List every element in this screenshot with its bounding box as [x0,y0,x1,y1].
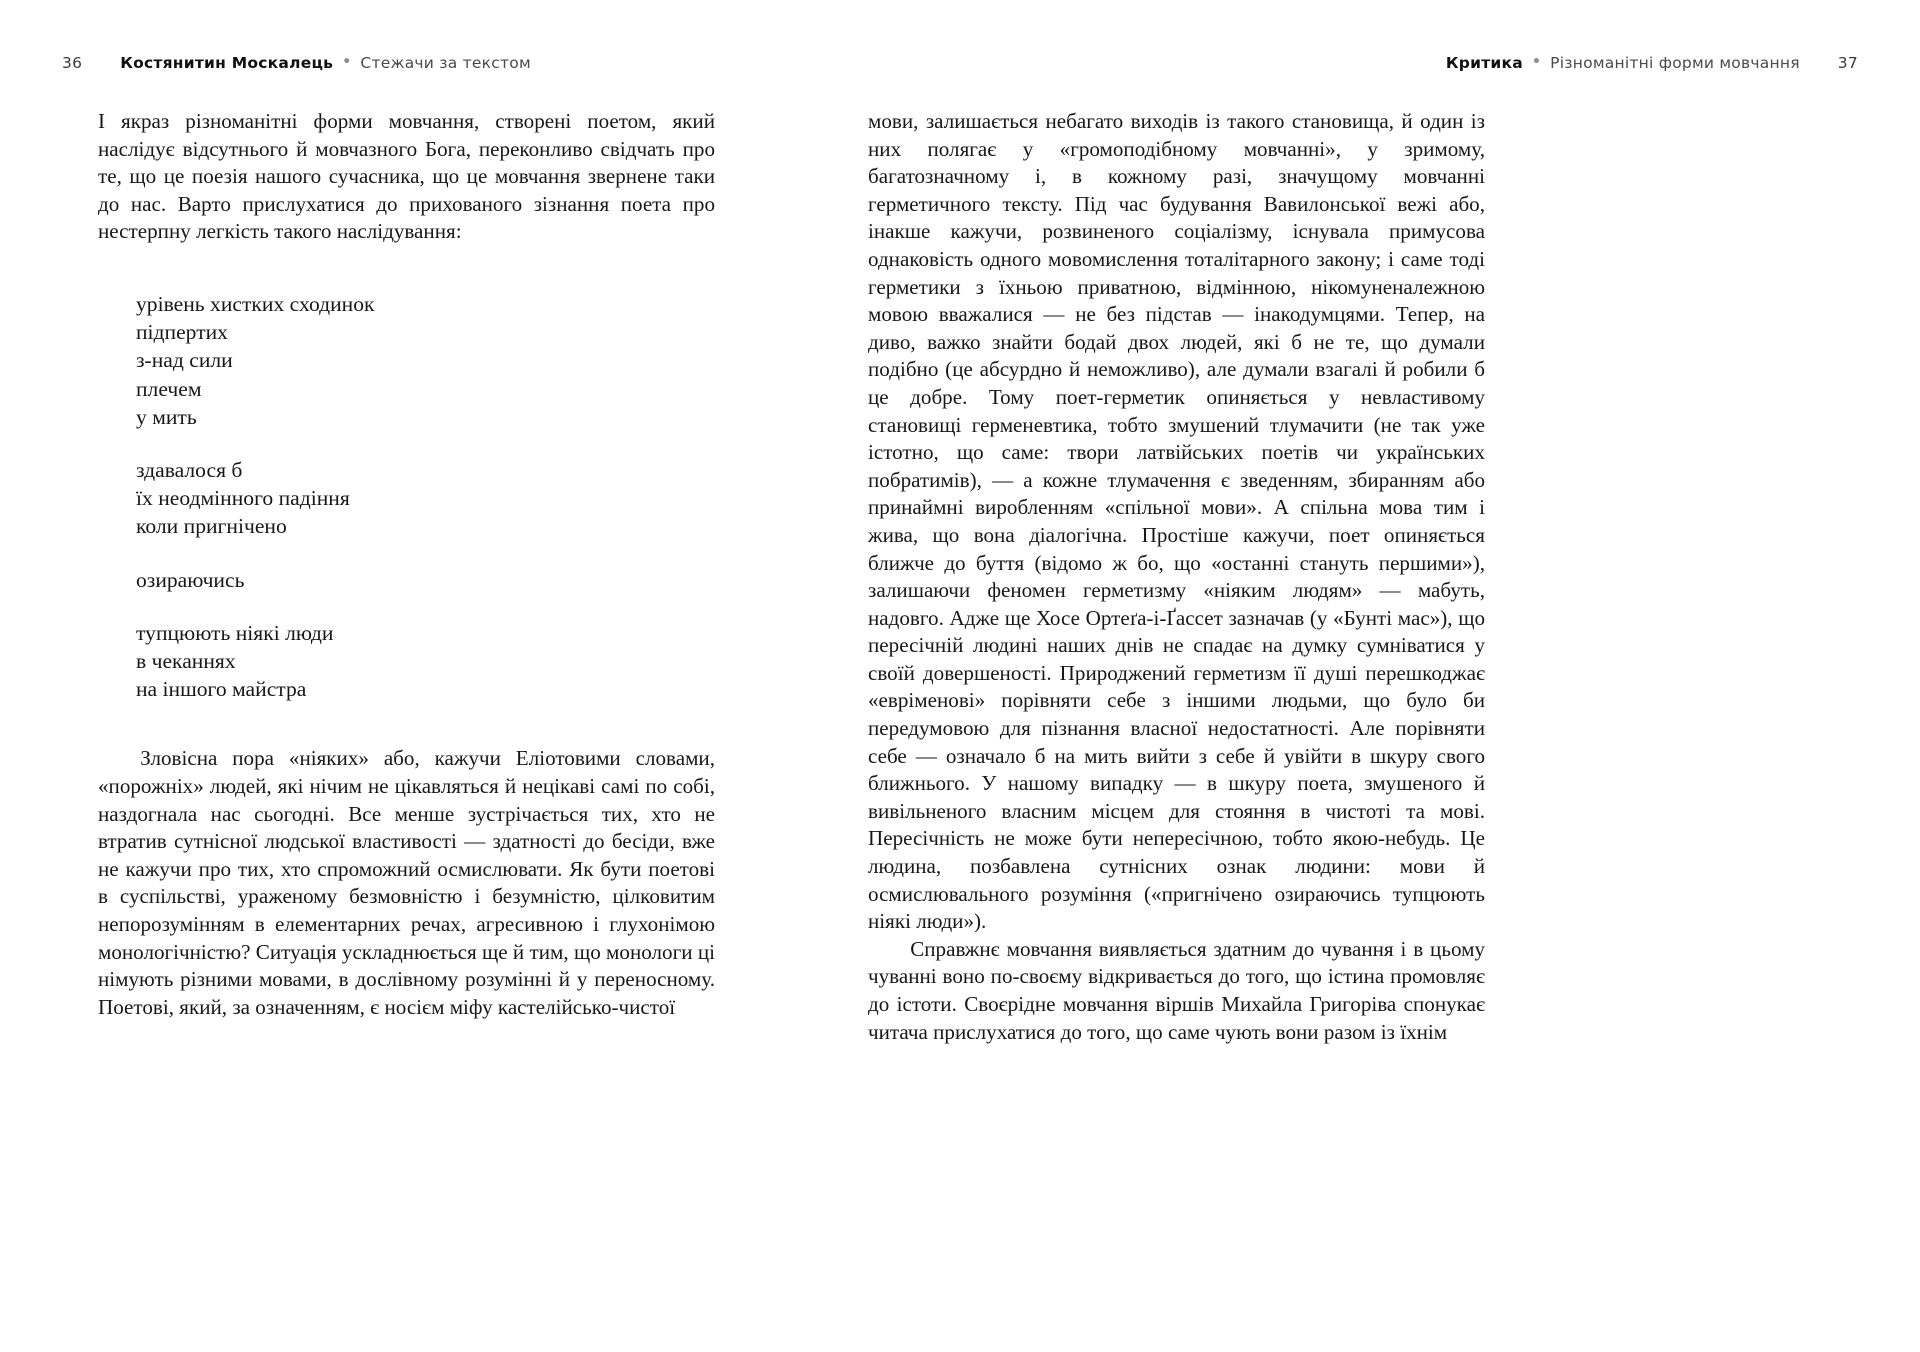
verse-line: з-над сили [136,348,233,373]
verse-line: підпертих [136,320,228,345]
verse-line: озираючись [136,567,245,592]
verse-line: в чеканнях [136,649,236,673]
runhead-section: Критика [1445,54,1523,72]
bullet-separator-icon: • [1531,54,1542,70]
page-column-left [98,108,715,1021]
verse-line: здавалося б [136,457,243,482]
verse-block [98,290,715,703]
running-head-left [62,50,531,76]
verse-line: коли пригнічено [136,514,287,539]
paragraph: мови, залишається небагато виходів із такого становища, й один із них полягає у «громоподібному мовчанні», у зримому, багатозначному і, в кожному разі, значущому мовчанні герметичного тексту. Під час будування Вавилонської вежі або, інакше кажучи, розвиненого соціалізму, існувала примусова однаковість одного мовомислення тоталітарного закону; і саме тоді герметики з їхньою приватною, відмінною, нікомуненалежною мовою вважалися — не без підстав — інакодумцями. Тепер, на диво, важко знайти бодай двох людей, які б не те, що думали подібно (це абсурдно й неможливо), але думали взагалі й робили б це добре. Тому поет-герметик опиняється у невластивому становищі герменевтика, тобто змушений тлумачити (не так уже істотно, що саме: твори латвійських поетів чи українських побратимів), — а кожне тлумачення є зведенням, збиранням або принаймні виробленням «спільної мови». А спільна мова тим і жива, що вона діалогічна. Простіше кажучи, поет опиняється ближче до буття (відомо ж бо, що «останні стануть першими»), залишаючи феномен герметизму «ніяким людям» — мабуть, надовго. Адже ще Хосе Ортеґа-і-Ґассет зазначав (у «Бунті мас»), що пересічній людині наших днів не спадає на думку сумніватися у своїй довершеності. Природжений герметизм її душі перешкоджає «евріменові» порівняти себе з іншими людьми, що було би передумовою для пізнання власної недостатності. Але порівняти себе — означало б на мить вийти з себе й увійти в шкуру свого ближнього. У нашому випадку — в шкуру поета, змушеного й вивільненого власним місцем для стояння в чистоті та мові. Пересічність не може бути непересічною, тобто якою-небудь. Це людина, позбавлена сутнісних ознак людини: мови й осмислювального розуміння («пригнічено озираючись тупцюють ніякі люди»). [868,109,1485,934]
verse-line: їх неодмінного падіння [136,486,350,511]
paragraph: І якраз різноманітні форми мовчання, створені поетом, який наслідує відсутнього й мовчазного Бога, переконливо свідчать про те, що це поезія нашого сучасника, що це мовчання звернене таки до нас. Варто прислухатися до прихованого зізнання поета про нестерпну легкість такого наслідування: [98,109,715,244]
runhead-book-title: Стежачи за текстом [360,54,531,72]
verse-stanza [136,619,715,704]
verse-line: тупцюють ніякі люди [136,620,334,645]
verse-stanza [136,566,715,594]
verse-line: плечем [136,376,202,401]
bullet-separator-icon: • [342,54,352,70]
verse-line: у мить [136,404,197,429]
verse-stanza [136,290,715,431]
page-column-right [868,108,1485,1046]
folio-left: 36 [62,54,83,72]
paragraph: Справжнє мовчання виявляється здатним до чування і в цьому чуванні воно по-своєму відкривається до того, що істина промовляє до істоти. Своєрідне мовчання віршів Михайла Григоріва спонукає читача прислухатися до того, що саме чують вони разом із їхнім [868,936,1485,1044]
verse-line: на іншого майстра [136,677,307,702]
folio-right: 37 [1837,54,1858,72]
verse-stanza [136,456,715,541]
verse-line: урівень хистких сходинок [136,291,375,316]
running-head-right [1446,50,1858,76]
runhead-author: Костянитин Москалець [120,54,334,72]
runhead-essay-title: Різноманітні форми мовчання [1550,54,1800,72]
paragraph: Зловісна пора «ніяких» або, кажучи Еліотовими словами, «порожніх» людей, які нічим не цікавляться й нецікаві самі по собі, наздогнала нас сьогодні. Все менше зустрічається тих, хто не втратив сутнісної людської властивості — здатності до бесіди, вже не кажучи про тих, хто спроможний осмислювати. Як бути поетові в суспільстві, ураженому безмовністю і безумністю, цілковитим непорозумінням в елементарних речах, агресивною і глухонімою монологічністю? Ситуація ускладнюється ще й тим, що монологи ці німують різними мовами, в дослівному розумінні й у переносному. Поетові, який, за означенням, є носієм міфу кастелійсько-чистої [98,746,715,1019]
